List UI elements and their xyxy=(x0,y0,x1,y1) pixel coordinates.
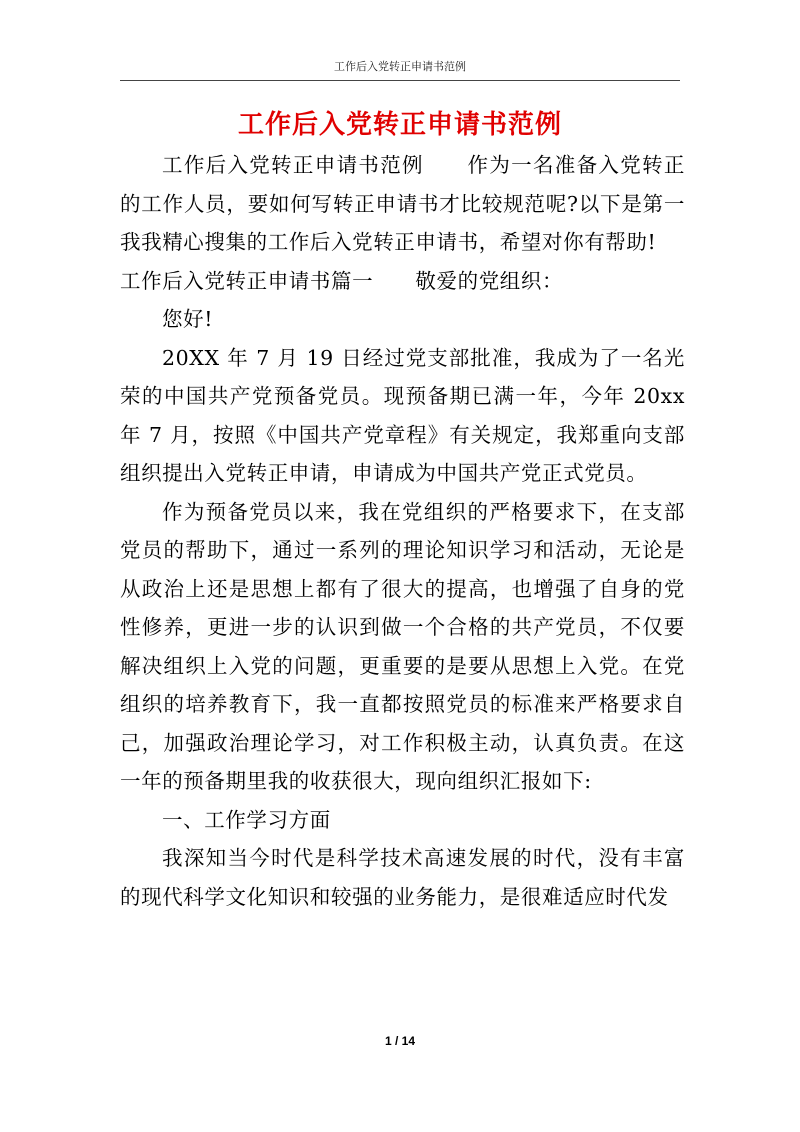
section-heading-paragraph: 工作后入党转正申请书篇一 敬爱的党组织： xyxy=(120,268,564,293)
subheading-paragraph: 一、工作学习方面 xyxy=(162,807,331,832)
body-paragraph: 作为预备党员以来，我在党组织的严格要求下，在支部党员的帮助下，通过一系列的理论知识学习和活动，无论是从政治上还是思想上都有了很大的提高，也增强了自身的党性修养，更进一步的认识到做一个合格的共产党员，不仅要解决组织上入党的问题，更重要的是要从思想上入党。在党组织的培养教育下，我一直都按照党员的标准来严格要求自己，加强政治理论学习，对工作积极主动，认真负责。在这一年的预备期里我的收获很大，现向组织汇报如下: xyxy=(120,499,685,793)
body-paragraph: 我深知当今时代是科学技术高速发展的时代，没有丰富的现代科学文化知识和较强的业务能力，是很难适应时代发 xyxy=(120,846,685,909)
document-title: 工作后入党转正申请书范例 xyxy=(237,110,562,140)
intro-paragraph: 工作后入党转正申请书范例 作为一名准备入党转正的工作人员，要如何写转正申请书才比较规范呢?以下是第一我我精心搜集的工作后入党转正申请书，希望对你有帮助! xyxy=(120,153,685,254)
document-body xyxy=(120,146,685,916)
header-divider xyxy=(120,80,680,81)
body-paragraph: 20XX 年 7 月 19 日经过党支部批准，我成为了一名光荣的中国共产党预备党员。现预备期已满一年，今年 20xx 年 7 月，按照《中国共产党章程》有关规定，我郑重向支部组织提出入党转正申请，申请成为中国共产党正式党员。 xyxy=(120,345,685,485)
page-number: 1 / 14 xyxy=(384,1034,416,1048)
page-header: 工作后入党转正申请书范例 xyxy=(334,60,466,73)
greeting-paragraph: 您好! xyxy=(162,307,214,331)
